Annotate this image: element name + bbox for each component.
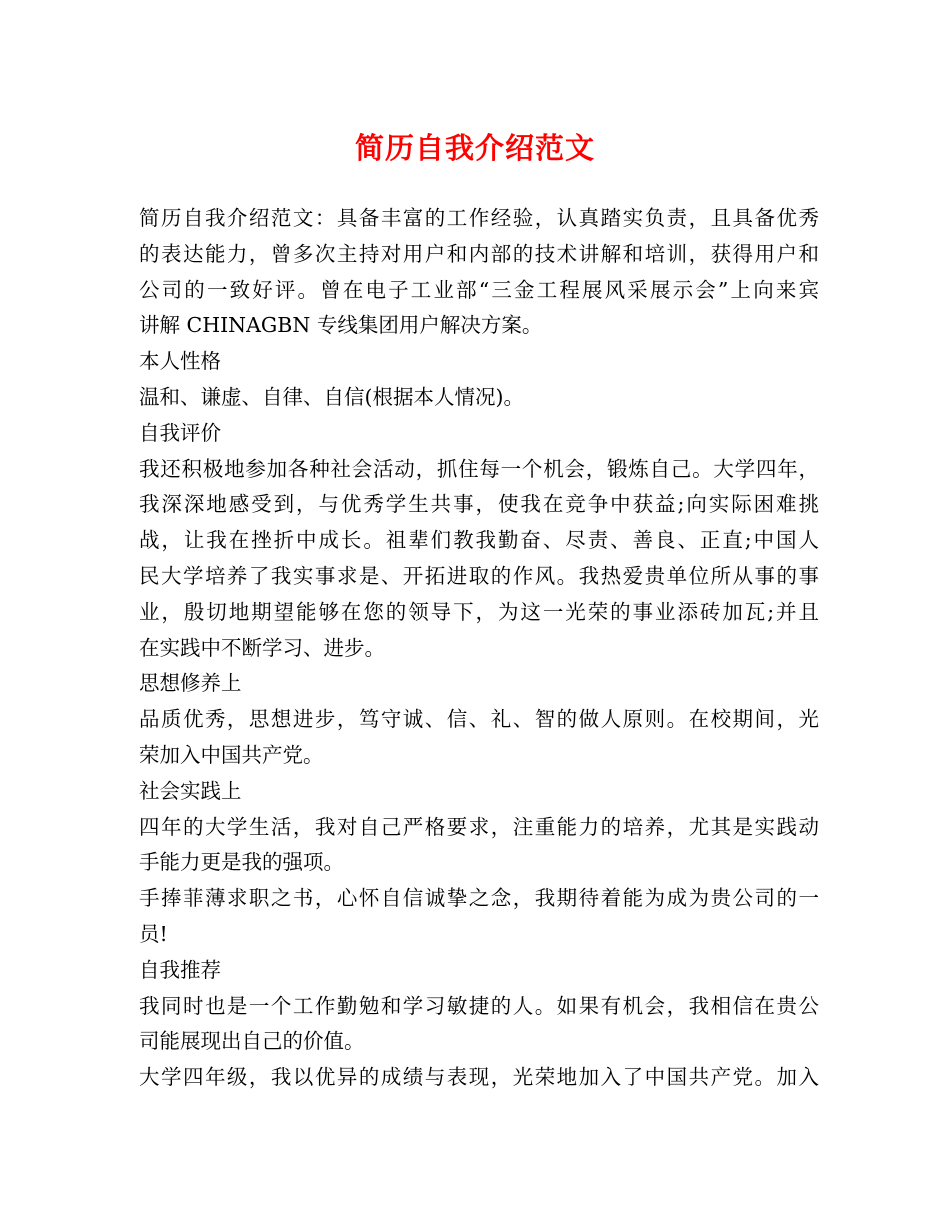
body-line-19: 手能力更是我的强项。 xyxy=(139,850,344,875)
body-line-23: 我同时也是一个工作勤勉和学习敏捷的人。如果有机会，我相信在贵公 xyxy=(139,993,819,1018)
body-line-12: 业，殷切地期望能够在您的领导下，为这一光荣的事业添砖加瓦;并且 xyxy=(139,599,819,624)
section-heading-self-evaluation: 自我评价 xyxy=(139,420,221,445)
body-line-20: 手捧菲薄求职之书，心怀自信诚挚之念，我期待着能为成为贵公司的一 xyxy=(139,886,819,911)
body-line-3: 公司的一致好评。曾在电子工业部“三金工程展风采展示会”上向来宾 xyxy=(139,277,819,302)
body-line-21: 员! xyxy=(139,921,168,946)
body-line-11: 民大学培养了我实事求是、开拓进取的作风。我热爱贵单位所从事的事 xyxy=(139,563,819,588)
section-heading-ideology: 思想修养上 xyxy=(139,671,242,696)
body-line-15: 品质优秀，思想进步，笃守诚、信、礼、智的做人原则。在校期间，光 xyxy=(139,707,819,732)
body-line-4: 讲解 CHINAGBN 专线集团用户解决方案。 xyxy=(139,313,543,338)
body-line-16: 荣加入中国共产党。 xyxy=(139,742,324,767)
body-line-9: 我深深地感受到，与优秀学生共事，使我在竞争中获益;向实际困难挑 xyxy=(139,492,819,517)
body-line-6: 温和、谦虚、自律、自信(根据本人情况)。 xyxy=(139,384,524,409)
document-title: 简历自我介绍范文 xyxy=(354,131,595,165)
document-body xyxy=(139,201,819,1096)
body-line-13: 在实践中不断学习、进步。 xyxy=(139,635,385,660)
section-heading-social-practice: 社会实践上 xyxy=(139,778,242,803)
body-line-25: 大学四年级，我以优异的成绩与表现，光荣地加入了中国共产党。加入 xyxy=(139,1065,819,1090)
body-line-2: 的表达能力，曾多次主持对用户和内部的技术讲解和培训，获得用户和 xyxy=(139,241,819,266)
body-line-10: 战，让我在挫折中成长。祖辈们教我勤奋、尽责、善良、正直;中国人 xyxy=(139,528,819,553)
body-line-24: 司能展现出自己的价值。 xyxy=(139,1029,365,1054)
body-line-18: 四年的大学生活，我对自己严格要求，注重能力的培养，尤其是实践动 xyxy=(139,814,819,839)
section-heading-personality: 本人性格 xyxy=(139,349,221,374)
section-heading-self-recommendation: 自我推荐 xyxy=(139,957,221,982)
body-line-8: 我还积极地参加各种社会活动，抓住每一个机会，锻炼自己。大学四年， xyxy=(139,456,819,481)
body-line-1: 简历自我介绍范文：具备丰富的工作经验，认真踏实负责，且具备优秀 xyxy=(139,206,819,230)
